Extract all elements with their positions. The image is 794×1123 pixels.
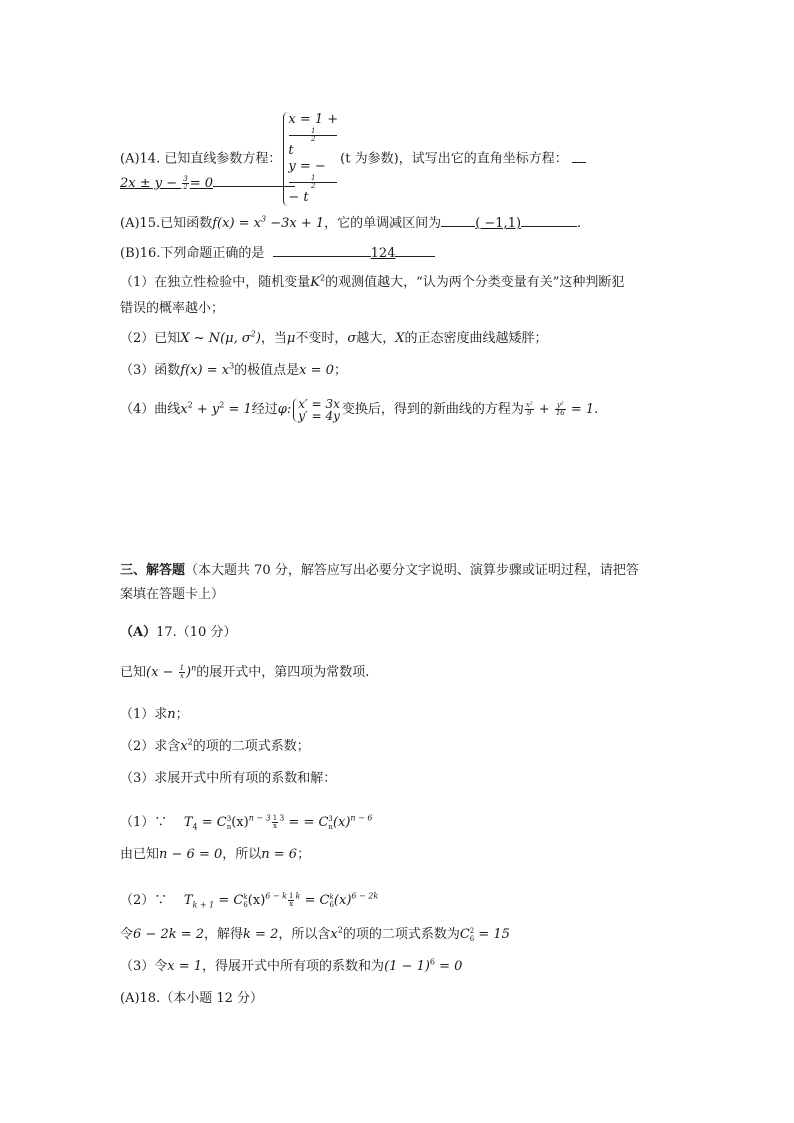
q17-part-3: （3）求展开式中所有项的系数和解： — [120, 771, 337, 786]
section-3-note-cont: 案填在答题卡上） — [120, 587, 225, 602]
q17-solution-2b: 令6 − 2k = 2，解得k = 2，所以含$x^2$的项的二项式系数为C 2 6 = 15 — [120, 925, 510, 943]
q16-item-4: （4）曲线$x^2 + y^2 = 1$经过φ: x′ = 3x y′ = 4y 变换后，得到的新曲线的方程为 $\frac{\text{x²}}{9}$ + $\frac{\text{y²}}{16}$ = 1. — [120, 396, 599, 423]
q18-text: （本小题 12 分） — [160, 991, 264, 1006]
question-17-header: （A）17.（10 分） — [120, 625, 237, 640]
q15-answer: ( −1,1) — [475, 216, 522, 231]
q14-answer-blank — [572, 150, 586, 163]
section-3-heading: 三、解答题（本大题共 70 分，解答应写出必要分文字说明、演算步骤或证明过程，请把答 — [120, 563, 639, 578]
q14-eq1-lhs: x = 1 + — [288, 112, 339, 127]
q17-solution-1b: 由已知n − 6 = 0，所以n = 6； — [120, 847, 311, 862]
q16-transform-system: x′ = 3x y′ = 4y — [293, 398, 340, 422]
q17-solution-2: （2）∵ $T_{k + 1} = C$ k 6 $(x)^{6 - k}$ $\frac{1}{x}$ $^k$ = C k 6 $(x)^{6 - 2k}$ — [120, 891, 379, 910]
q15-stem: 已知函数 — [160, 216, 213, 231]
q14-param-note: (t 为参数) — [340, 151, 399, 167]
q14-ask: ，试写出它的直角坐标方程： — [398, 151, 568, 167]
q15-ask: ，它的单调减区间为 — [324, 216, 442, 231]
q14-eq1-var: t — [288, 143, 294, 158]
q16-answer: 124 — [370, 246, 396, 261]
q15-label: (A)15. — [120, 216, 161, 231]
q16-item-3: （3）函数$f(x) = x^3$的极值点是x = 0； — [120, 361, 347, 378]
q16-item-1: （1）在独立性检验中，随机变量$K^2$的观测值越大，“认为两个分类变量有关”这种判断犯 — [120, 273, 625, 290]
q17-solution-3: （3）令x = 1，得展开式中所有项的系数和为$(1 - 1)^6 = 0$ — [120, 957, 463, 974]
q14-label: (A)14. — [120, 151, 161, 167]
question-15: (A)15.已知函数$f(x) = x^3 -3x + 1$，它的单调减区间为 ( −1,1) . — [120, 214, 582, 231]
q14-stem: 已知直线参数方程： — [164, 151, 282, 167]
q15-function: $f(x) = x^3 -3x + 1$ — [212, 214, 325, 231]
q16-item-1-cont: 错误的概率越小； — [120, 301, 225, 316]
q18-label: (A)18. — [120, 991, 161, 1006]
q14-answer-line — [120, 174, 295, 193]
q14-frac2: 1 2 — [289, 175, 337, 190]
question-16 — [120, 244, 435, 263]
q14-eq2-rest: − t — [288, 190, 309, 205]
q16-item-2: （2）已知X ~ N(μ, $\sigma^2$)，当μ不变时，σ越大，X的正态密度曲线越矮胖； — [120, 329, 548, 346]
q14-answer: 2x ± y − $\frac{3}{2}$ = 0 — [120, 175, 214, 191]
q17-solution-1: （1）∵ $T_4 = C$ 3 n $(x)^{n - 3}$ $\frac{1}{x}$ $^3$ = = C 3 n $(x)^{n - 6}$ — [120, 813, 373, 832]
question-18-header — [120, 990, 263, 1008]
section-3-title: 三、解答题 — [120, 563, 186, 578]
q16-label: (B)16. — [120, 246, 161, 261]
q17-part-2: （2）求含$x^2$的项的二项式系数； — [120, 737, 310, 754]
q17-stem: 已知(x − $\frac{1}{x}$ )$^n$的展开式中，第四项为常数项. — [120, 663, 370, 680]
q17-part-1: （1）求n； — [120, 707, 189, 722]
q16-stem: 下列命题正确的是 — [160, 246, 265, 261]
q14-frac1: 1 2 — [289, 128, 337, 143]
q14-answer-underline — [213, 174, 295, 187]
q14-eq2-lhs: y = − — [288, 159, 326, 174]
